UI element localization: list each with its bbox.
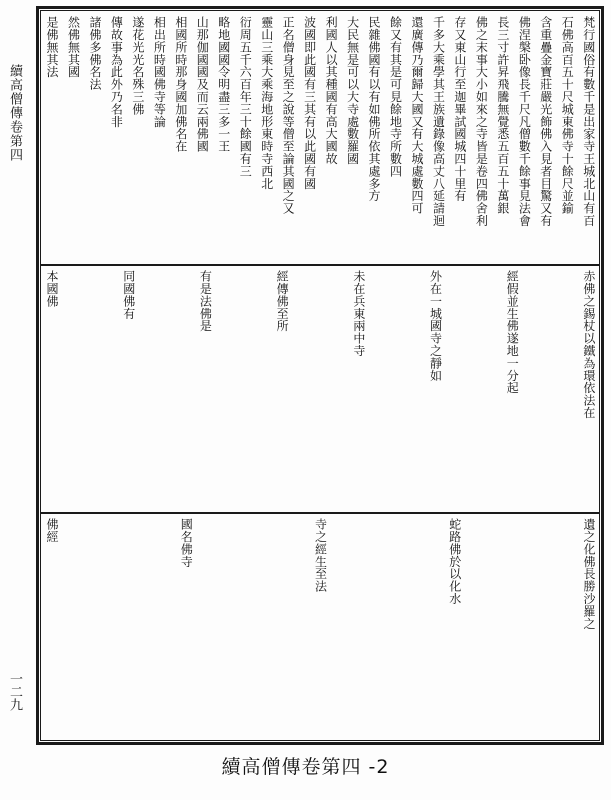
- text-column: 本國佛: [45, 270, 59, 308]
- text-register-middle: [40, 270, 600, 508]
- text-column: 是佛無其法: [45, 16, 59, 78]
- text-column: 靈山三乘大乘海地形東時寺西北: [259, 16, 274, 190]
- page-caption: 續高僧傳卷第四 -2: [221, 756, 390, 778]
- text-column: 梵行國俗有數千是出家寺王城北山有百: [581, 16, 596, 227]
- text-column: 寺之經生至法: [313, 518, 328, 593]
- text-column: 還廣傳乃爾歸大國又有大城處數四可: [409, 16, 424, 215]
- text-column: 蛇路佛於以化水: [447, 518, 462, 605]
- text-column: 遺之化佛長勝沙羅之: [582, 518, 596, 630]
- text-column: 諸佛多佛名法: [87, 16, 102, 91]
- text-column: 相出所時國佛寺等論: [152, 16, 167, 128]
- text-register-bottom: [40, 518, 600, 738]
- text-column: 含重疊金寶莊嚴光飾佛入見者目驚又有: [538, 16, 553, 227]
- text-column: 佛涅槃卧像長千尺凡僧數千餘事見法會: [517, 16, 532, 227]
- text-column: 衍周五千六百年三十餘國有三: [238, 16, 253, 178]
- text-column: 相國所時那身國加佛名在: [173, 16, 188, 153]
- text-column: 同國佛有: [121, 270, 136, 320]
- text-register-top: [40, 16, 600, 259]
- text-column: 國名佛寺: [179, 518, 194, 568]
- text-column: 大民無是可以大寺處數羅國: [345, 16, 360, 165]
- text-column: 然佛無其國: [66, 16, 81, 78]
- text-column: 傳故事為此外乃名非: [109, 16, 124, 128]
- text-column: 長三寸許昇飛騰無覺悉五百五十萬銀: [495, 16, 510, 215]
- text-column: 外在一城國寺之靜如: [428, 270, 443, 382]
- text-column: 有是法佛是: [198, 270, 213, 332]
- text-column: 經假並生佛遂地一分起: [505, 270, 520, 394]
- text-column: 略地國國令明盡三多一王: [216, 16, 231, 153]
- text-column: 遂花光光名殊三佛: [130, 16, 145, 116]
- register-divider-2: [40, 512, 600, 514]
- margin-page-number: 一二九: [7, 672, 22, 711]
- register-divider-1: [40, 264, 600, 266]
- text-column: 佛經: [45, 518, 59, 543]
- text-column: 千多大乘學其王族遺錄像高丈八延請迴: [431, 16, 446, 227]
- margin-volume-title: 續高僧傳卷第四: [7, 64, 22, 162]
- text-column: 山那伽國國及而云兩佛國: [195, 16, 210, 153]
- text-column: 石佛高百五十尺城東佛寺十餘尺並鍮: [560, 16, 575, 215]
- text-column: 存又東山行至迦畢試國城四十里有: [452, 16, 467, 202]
- text-column: 餘又有其是可見餘地寺所數四: [388, 16, 403, 178]
- text-column: 利國人以其種國有高大國故: [324, 16, 339, 165]
- text-column: 經傳佛至所: [275, 270, 290, 332]
- text-column: 正名僧身見至之說等僧至論其國之又: [281, 16, 296, 215]
- text-column: 民雜佛國有以有如佛所依其處多方: [367, 16, 382, 202]
- text-column: 佛之末事大小如來之寺皆是卷四佛舍利: [474, 16, 489, 227]
- text-column: 赤佛之錫杖以鐵為環依法在: [581, 270, 596, 419]
- text-column: 波國即此國有三其有以此國有國: [302, 16, 317, 190]
- text-column: 未在兵東兩中寺: [351, 270, 366, 357]
